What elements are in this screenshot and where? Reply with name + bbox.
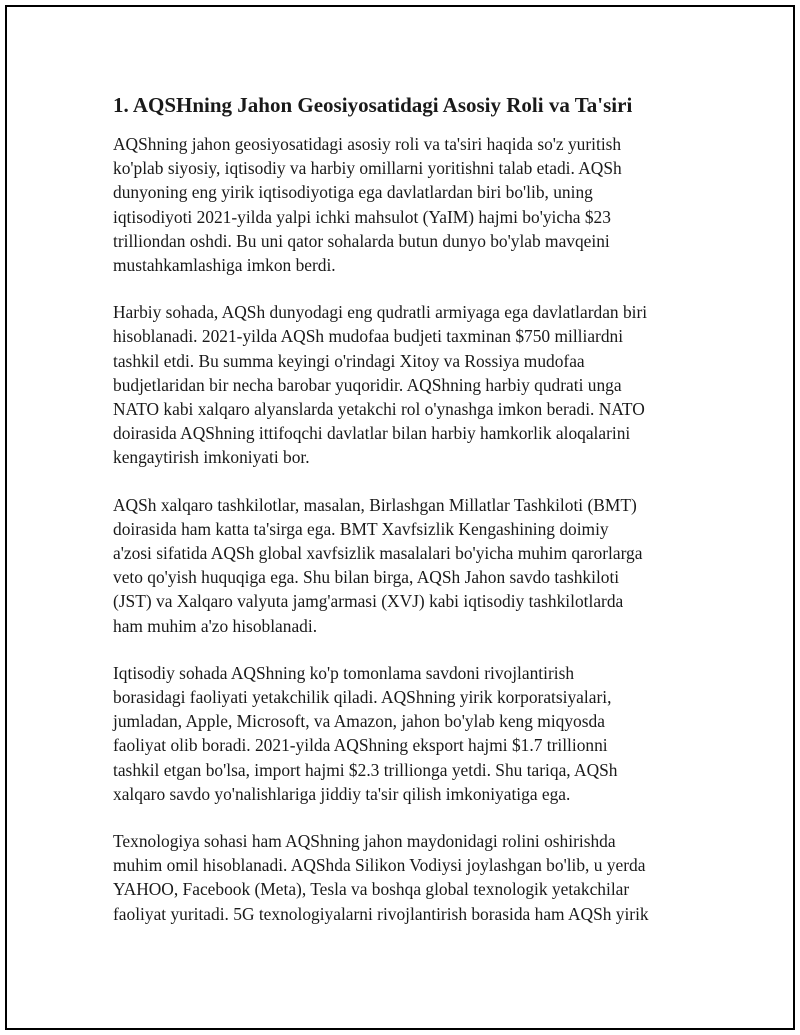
paragraph-line: doirasida ham katta ta'sirga ega. BMT Xavfsizlik Kengashining doimiy <box>113 518 609 539</box>
paragraph-line: faoliyat olib boradi. 2021-yilda AQShning eksport hajmi $1.7 trillionni <box>113 735 608 756</box>
section-heading: 1. AQSHning Jahon Geosiyosatidagi Asosiy Roli va Ta'siri <box>113 93 633 117</box>
document-body <box>113 92 693 949</box>
paragraph-line: iqtisodiyoti 2021-yilda yalpi ichki mahsulot (YaIM) hajmi bo'yicha $23 <box>113 206 611 227</box>
paragraph-line: budjetlaridan bir necha barobar yuqoridir. AQShning harbiy qudrati unga <box>113 374 622 395</box>
paragraph-line: tashkil etdi. Bu summa keyingi o'rindagi Xitoy va Rossiya mudofaa <box>113 350 585 371</box>
paragraph-line: Iqtisodiy sohada AQShning ko'p tomonlama savdoni rivojlantirish <box>113 662 575 683</box>
paragraph-military <box>113 300 693 469</box>
paragraph-line: a'zosi sifatida AQSh global xavfsizlik masalalari bo'yicha muhim qarorlarga <box>113 543 643 564</box>
paragraph-line: jumladan, Apple, Microsoft, va Amazon, jahon bo'ylab keng miqyosda <box>113 711 605 732</box>
paragraph-line: kengaytirish imkoniyati bor. <box>113 447 310 468</box>
paragraph-line: xalqaro savdo yo'nalishlariga jiddiy ta'sir qilish imkoniyatiga ega. <box>113 783 571 804</box>
paragraph-line: ko'plab siyosiy, iqtisodiy va harbiy omillarni yoritishni talab etadi. AQSh <box>113 158 622 179</box>
paragraph-line: (JST) va Xalqaro valyuta jamg'armasi (XVJ) kabi iqtisodiy tashkilotlarda <box>113 591 624 612</box>
paragraph-line: AQSh xalqaro tashkilotlar, masalan, Birlashgan Millatlar Tashkiloti (BMT) <box>113 494 637 515</box>
paragraph-line: mustahkamlashiga imkon berdi. <box>113 255 336 276</box>
paragraph-line: NATO kabi xalqaro alyanslarda yetakchi rol o'ynashga imkon beradi. NATO <box>113 399 645 420</box>
paragraph-technology <box>113 829 693 926</box>
paragraph-line: trilliondan oshdi. Bu uni qator sohalarda butun dunyo bo'ylab mavqeini <box>113 230 610 251</box>
paragraph-economy <box>113 132 693 277</box>
paragraph-line: veto qo'yish huquqiga ega. Shu bilan birga, AQSh Jahon savdo tashkiloti <box>113 567 620 588</box>
paragraph-trade <box>113 661 693 806</box>
paragraph-organizations <box>113 493 693 638</box>
paragraph-line: tashkil etgan bo'lsa, import hajmi $2.3 trillionga yetdi. Shu tariqa, AQSh <box>113 759 618 780</box>
paragraph-line: dunyoning eng yirik iqtisodiyotiga ega davlatlardan biri bo'lib, uning <box>113 182 593 203</box>
paragraph-line: doirasida AQShning ittifoqchi davlatlar bilan harbiy hamkorlik aloqalarini <box>113 423 631 444</box>
paragraph-line: faoliyat yuritadi. 5G texnologiyalarni rivojlantirish borasida ham AQSh yirik <box>113 903 649 924</box>
paragraph-line: borasidagi faoliyati yetakchilik qiladi. AQShning yirik korporatsiyalari, <box>113 687 612 708</box>
paragraph-line: Texnologiya sohasi ham AQShning jahon maydonidagi rolini oshirishda <box>113 831 616 852</box>
paragraph-line: hisoblanadi. 2021-yilda AQSh mudofaa budjeti taxminan $750 milliardni <box>113 326 624 347</box>
paragraph-line: YAHOO, Facebook (Meta), Tesla va boshqa global texnologik yetakchilar <box>113 879 630 900</box>
paragraph-line: ham muhim a'zo hisoblanadi. <box>113 615 318 636</box>
paragraph-line: Harbiy sohada, AQSh dunyodagi eng qudratli armiyaga ega davlatlardan biri <box>113 302 648 323</box>
paragraph-line: AQShning jahon geosiyosatidagi asosiy roli va ta'siri haqida so'z yuritish <box>113 134 622 154</box>
paragraph-line: muhim omil hisoblanadi. AQShda Silikon Vodiysi joylashgan bo'lib, u yerda <box>113 855 646 876</box>
